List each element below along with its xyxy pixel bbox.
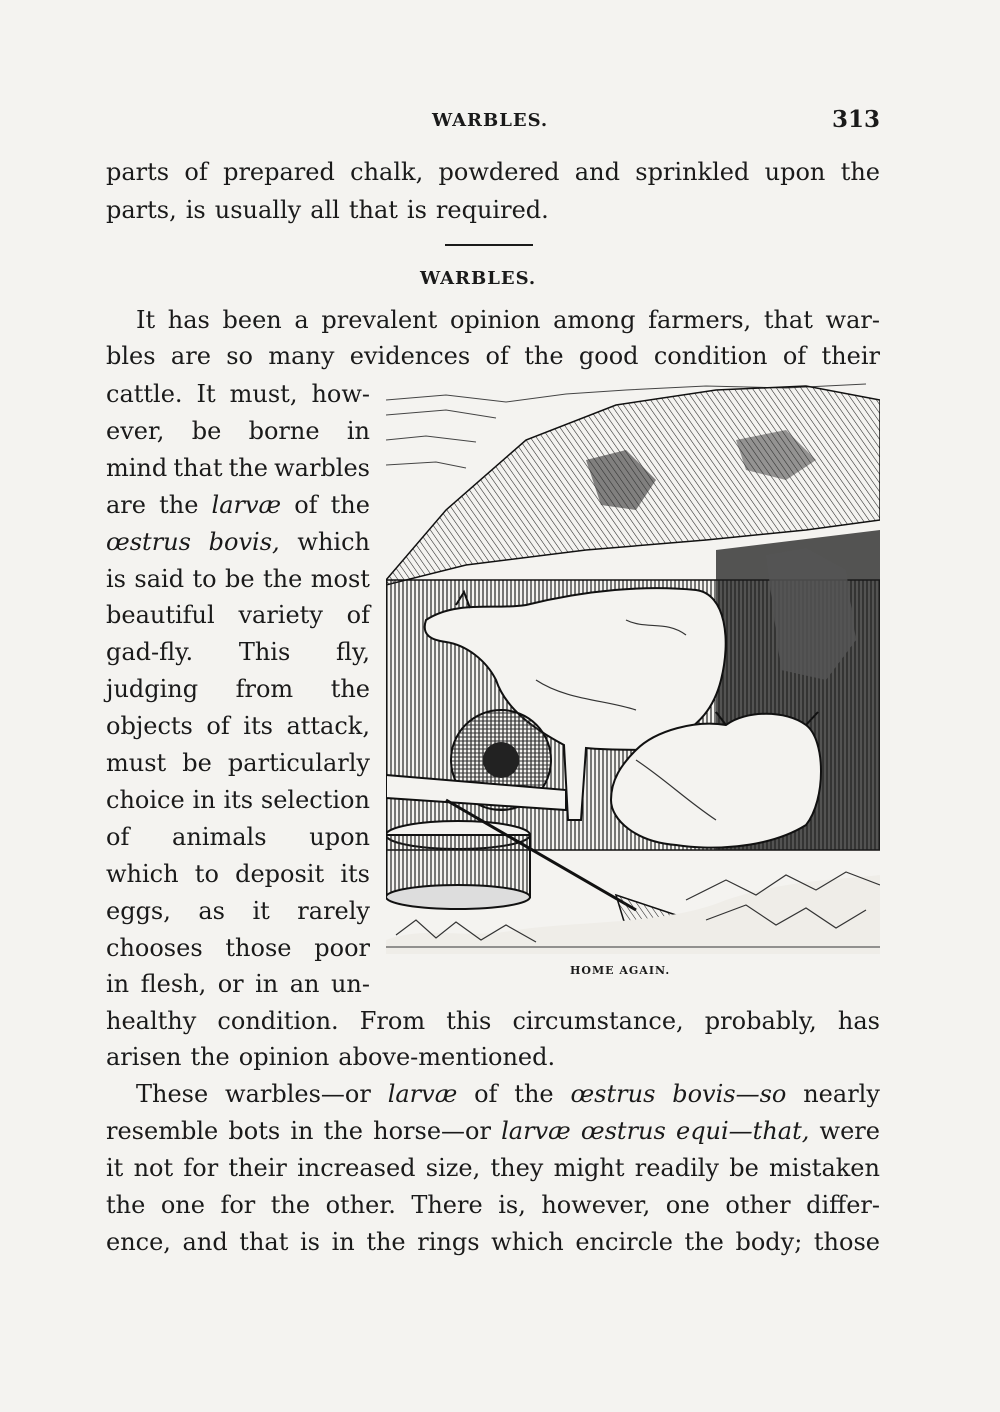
text-line [106,1042,880,1072]
word: circumstance, [512,1007,684,1035]
word: that [239,1228,289,1256]
text-line [106,859,370,889]
word: the [840,158,880,186]
word: bovis—so [672,1080,787,1108]
word: were [819,1117,880,1145]
word: parts, [106,196,177,224]
word: the [366,1228,406,1256]
word: the [514,1080,554,1108]
text-line [106,157,880,187]
word: their [228,1154,287,1182]
word: body; [735,1228,803,1256]
word: gad-fly. [106,638,194,667]
word: this [446,1007,492,1035]
word: however, [541,1191,651,1219]
word: a [294,306,309,334]
word: increased [297,1154,416,1182]
text-line [106,674,370,704]
word: These [136,1080,209,1108]
word: those [225,933,292,962]
word: is [185,196,206,224]
text-line [106,1153,880,1183]
word: evidences [349,342,471,370]
word: the [330,490,370,519]
word: It [136,306,156,334]
word: good [578,342,639,370]
word: the [684,1228,724,1256]
word: and [574,158,620,186]
word: readily [634,1154,719,1182]
word: in [255,970,279,999]
word: attack, [286,712,370,741]
word: the [323,1117,363,1145]
word: its [340,859,370,888]
word: animals [172,822,267,851]
engraving-home-again [386,380,880,954]
word: in [331,1228,355,1256]
word: an [289,970,320,999]
word: opinion [238,1043,330,1071]
word: be [729,1154,759,1182]
word: equi—that, [675,1117,810,1145]
word: larvæ [501,1117,571,1145]
word: poor [314,933,370,962]
text-line [106,711,370,741]
word: its [223,785,254,814]
word: eggs, [106,896,171,925]
figure-caption: HOME AGAIN. [570,964,671,977]
word: it [252,896,270,925]
word: chooses [106,933,203,962]
word: they [490,1154,544,1182]
word: has [837,1007,880,1035]
word: to [192,564,217,593]
word: condition [653,342,768,370]
word: choice [106,785,185,814]
word: sprinkled [635,158,750,186]
word: are [106,490,146,519]
word: ence, [106,1228,171,1256]
word: flesh, [140,970,207,999]
word: ever, [106,416,165,445]
word: its [243,712,273,741]
text-line [106,1190,880,1220]
word: un- [330,970,370,999]
text-line [106,490,370,520]
word: horse—or [373,1117,491,1145]
word: in [106,970,130,999]
word: the [263,564,303,593]
word: the [106,1191,146,1219]
word: said [134,564,185,593]
word: There [411,1191,483,1219]
running-header: WARBLES. [432,110,549,131]
word: fly, [335,638,370,667]
word: and [182,1228,228,1256]
word: farmers, [648,306,752,334]
word: in [290,1117,314,1145]
word: or [217,970,244,999]
word: bots [228,1117,281,1145]
word: is [106,564,126,593]
word: upon [764,158,826,186]
word: mistaken [769,1154,880,1182]
word: is [299,1228,320,1256]
word: other. [325,1191,396,1219]
word: cattle. [106,380,183,408]
word: to [194,859,219,888]
word: the [159,490,199,519]
section-divider [445,244,533,246]
word: for [183,1154,219,1182]
word: that [763,306,813,334]
text-line [106,527,370,557]
word: war- [825,306,880,334]
word: œstrus [106,527,191,556]
word: This [238,638,291,667]
word: usually [214,196,302,224]
text-line [106,969,370,999]
word: resemble [106,1117,219,1145]
word: must [106,749,167,777]
word: in [192,785,216,814]
word: judging [106,675,199,704]
word: variety [238,601,323,630]
word: not [133,1154,174,1182]
word: one [665,1191,710,1219]
text-line [106,1116,880,1146]
text-line [106,785,370,815]
word: so [226,342,253,370]
word: of [106,822,130,851]
word: must, [229,380,298,408]
word: be [182,749,212,777]
word: rings [417,1228,480,1256]
word: which [297,527,370,556]
word: bovis, [208,527,280,556]
word: of [184,158,208,186]
word: how- [311,380,370,408]
word: œstrus [570,1080,656,1108]
word: all [310,196,340,224]
text-line [106,195,880,225]
word: of [485,342,509,370]
word: which [491,1228,564,1256]
word: be [225,564,255,593]
word: of [346,601,370,630]
word: the [330,675,370,704]
word: are [170,342,211,370]
word: differ- [806,1191,880,1219]
word: objects [106,712,193,741]
text-line [106,1006,880,1036]
word: opinion [449,306,541,334]
word: It [196,380,216,408]
word: might [553,1154,625,1182]
word: be [191,416,222,445]
text-line [106,896,370,926]
text-line [106,1227,880,1257]
word: the [228,453,268,482]
word: of [474,1080,498,1108]
text-line [136,1079,880,1109]
text-line [106,379,370,409]
word: mind [106,453,168,482]
word: for [220,1191,256,1219]
word: larvæ [211,490,282,519]
word: prepared [223,158,335,186]
page-number: 313 [832,106,881,133]
word: above-mentioned. [338,1043,556,1071]
text-line [106,600,370,630]
word: other [725,1191,791,1219]
word: borne [248,416,320,445]
text-line [106,453,370,483]
word: arisen [106,1043,182,1071]
text-line [106,564,370,594]
word: of [206,712,230,741]
word: larvæ [387,1080,458,1108]
word: condition. [217,1007,339,1035]
word: their [821,342,880,370]
word: prevalent [321,306,438,334]
word: the [190,1043,230,1071]
text-line [106,341,880,371]
text-line [136,305,880,335]
word: upon [309,822,370,851]
text-line [106,822,370,852]
word: which [106,859,179,888]
word: one [160,1191,205,1219]
word: those [813,1228,880,1256]
word: that [173,453,223,482]
word: been [222,306,282,334]
word: is [406,196,427,224]
word: selection [260,785,370,814]
word: From [359,1007,426,1035]
word: the [270,1191,311,1219]
word: most [310,564,370,593]
word: many [268,342,335,370]
word: probably, [704,1007,817,1035]
word: of [782,342,807,370]
word: as [198,896,225,925]
word: that [348,196,398,224]
word: encircle [575,1228,673,1256]
text-line [106,416,370,446]
section-title: WARBLES. [420,268,537,289]
word: warbles—or [225,1080,371,1108]
word: has [167,306,210,334]
word: of [294,490,318,519]
word: size, [425,1154,481,1182]
text-line [106,933,370,963]
word: healthy [106,1007,197,1035]
word: rarely [297,896,370,925]
word: deposit [235,859,325,888]
word: bles [106,342,156,370]
word: warbles [274,453,370,482]
word: particularly [227,749,370,777]
word: parts [106,158,170,186]
word: powdered [438,158,560,186]
text-line [106,637,370,667]
word: from [235,675,294,704]
word: beautiful [106,601,215,630]
word: among [553,306,636,334]
word: is, [498,1191,526,1219]
word: chalk, [350,158,424,186]
word: it [106,1154,124,1182]
word: nearly [803,1080,880,1108]
word: in [346,416,370,445]
word: the [524,342,564,370]
word: œstrus [580,1117,666,1145]
word: required. [435,196,549,224]
text-line [106,748,370,778]
